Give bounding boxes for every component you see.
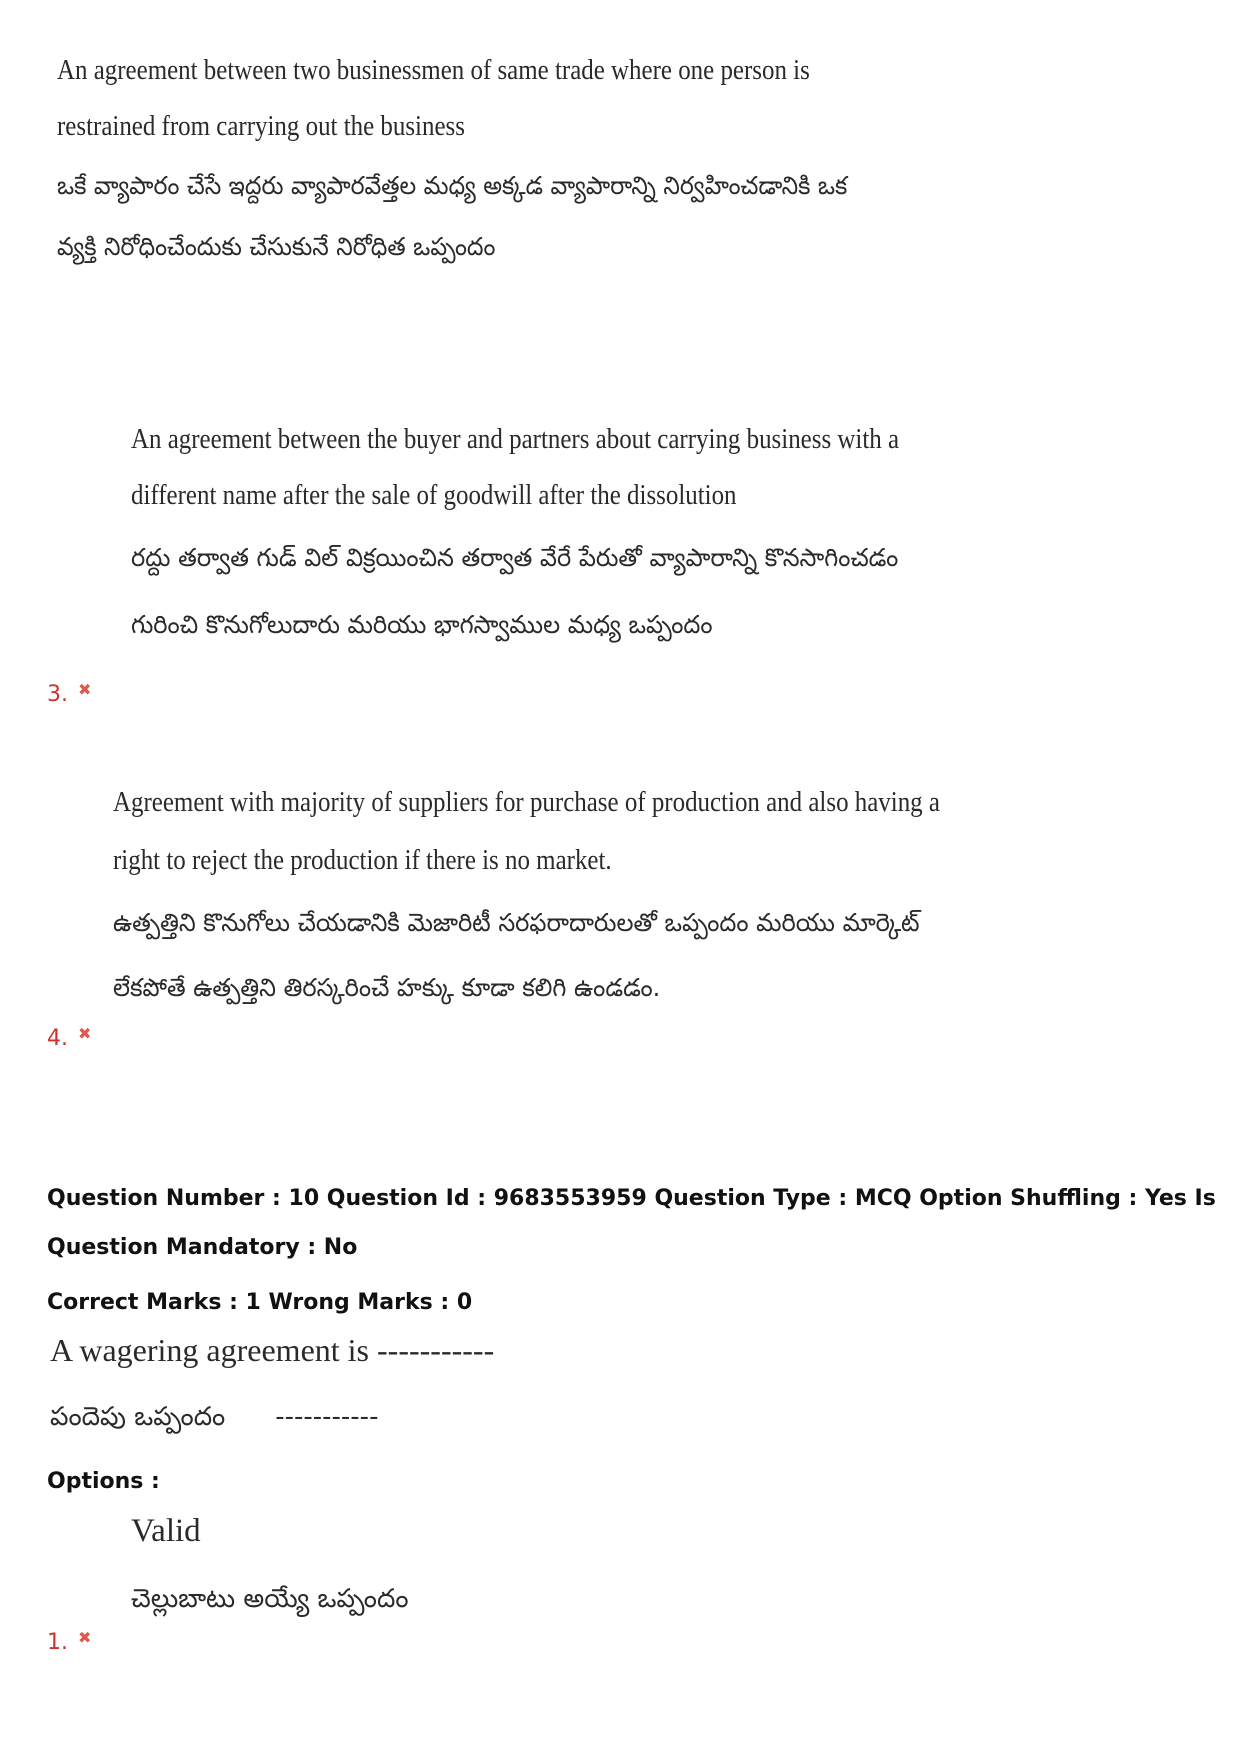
option-4-number-label: 4. [47, 1026, 68, 1051]
option-4-content [113, 773, 1075, 1019]
question-marks: Correct Marks : 1 Wrong Marks : 0 [47, 1290, 473, 1315]
question-meta-line-1: Question Number : 10 Question Id : 9683553959 Question Type : MCQ Option Shuffling : Yes Is [47, 1186, 1216, 1211]
option-1-telugu: చెల్లుబాటు అయ్యే ఒప్పందం [131, 1584, 409, 1614]
option-1-number-label: 1. [47, 1630, 68, 1655]
option-2-english-line-1: An agreement between two businessmen of same trade where one person is [57, 54, 810, 86]
cross-icon: ✖ [78, 680, 92, 699]
option-4-number [47, 1024, 91, 1051]
option-2-telugu-line-1: ఒకే వ్యాపారం చేసే ఇద్దరు వ్యాపారవేత్తల మధ్య అక్కడ వ్యాపారాన్ని నిర్వహించడానికి ఒక [57, 171, 848, 200]
option-4-telugu-line-2: లేకపోతే ఉత్పత్తిని తిరస్కరించే హక్కు కూడా కలిగి ఉండడం. [113, 973, 661, 1002]
option-3-content [131, 411, 1024, 657]
option-1-number [47, 1628, 91, 1655]
option-2-content [57, 42, 932, 276]
option-1-english: Valid [131, 1513, 201, 1549]
option-2-telugu-line-2: వ్యక్తి నిరోధించేందుకు చేసుకునే నిరోధిత ఒప్పందం [57, 232, 496, 261]
option-3-number [47, 680, 91, 707]
question-text-english: A wagering agreement is ----------- [50, 1332, 495, 1368]
option-3-english-line-2: different name after the sale of goodwill after the dissolution [131, 479, 737, 511]
question-text-telugu-blank: ----------- [275, 1402, 379, 1432]
cross-icon: ✖ [78, 1024, 92, 1043]
option-4-english-line-2: right to reject the production if there is no market. [113, 844, 612, 876]
option-3-telugu-line-1: రద్దు తర్వాత గుడ్ విల్ విక్రయించిన తర్వాత వేరే పేరుతో వ్యాపారాన్ని కొనసాగించడం [131, 543, 899, 572]
cross-icon: ✖ [78, 1628, 92, 1647]
option-3-number-label: 3. [47, 682, 68, 707]
question-text-telugu-word: పందెపు ఒప్పందం [50, 1402, 226, 1432]
option-2-english-line-2: restrained from carrying out the business [57, 110, 465, 142]
option-3-english-line-1: An agreement between the buyer and partners about carrying business with a [131, 423, 900, 455]
option-4-english-line-1: Agreement with majority of suppliers for purchase of production and also having a [113, 786, 940, 818]
option-3-telugu-line-2: గురించి కొనుగోలుదారు మరియు భాగస్వాముల మధ్య ఒప్పందం [131, 610, 713, 639]
question-meta-line-2: Question Mandatory : No [47, 1235, 358, 1260]
option-4-telugu-line-1: ఉత్పత్తిని కొనుగోలు చేయడానికి మెజారిటీ సరఫరాదారులతో ఒప్పందం మరియు మార్కెట్ [113, 908, 920, 937]
options-label: Options : [47, 1469, 160, 1494]
question-text-telugu [50, 1402, 378, 1438]
